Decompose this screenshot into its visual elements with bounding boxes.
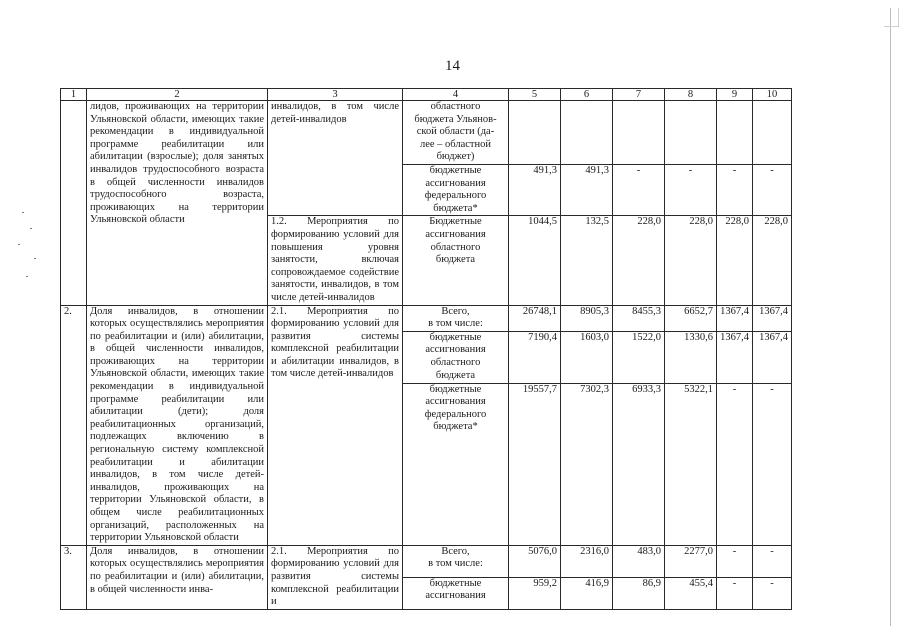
indicator-cell: Доля инвалидов, в отношении которых осуществлялись мероприятия по реабилитации и (или) абилитации, в общей численности инва- xyxy=(87,545,268,609)
scan-speck xyxy=(18,244,20,245)
value-cell: - xyxy=(753,545,792,577)
value-cell: 2316,0 xyxy=(561,545,613,577)
event-cell: 1.2. Мероприятия по формированию условий для повышения уровня занятости, включая сопровождаемое содействие занятости, инвалидов, в том числе детей-инвалидов xyxy=(268,216,403,305)
page-corner-mark xyxy=(884,8,899,27)
column-header: 9 xyxy=(717,89,753,101)
value-cell: 228,0 xyxy=(613,216,665,305)
event-cell: инвалидов, в том числе детей-инвалидов xyxy=(268,101,403,216)
value-cell: 86,9 xyxy=(613,577,665,609)
source-cell: бюджетные ассигнования областного бюджета xyxy=(403,331,509,383)
table-row xyxy=(61,305,792,331)
value-cell: 491,3 xyxy=(509,164,561,215)
value-cell: 1603,0 xyxy=(561,331,613,383)
table-row xyxy=(61,101,792,165)
row-number-cell: 2. xyxy=(61,305,87,545)
value-cell: 483,0 xyxy=(613,545,665,577)
value-cell: 7302,3 xyxy=(561,383,613,545)
value-cell xyxy=(509,101,561,165)
value-cell: 1330,6 xyxy=(665,331,717,383)
column-header: 10 xyxy=(753,89,792,101)
event-cell: 2.1. Мероприятия по формированию условий для развития системы комплексной реабилитации и абилитации инвалидов, в том числе детей-инвалидов xyxy=(268,305,403,545)
column-header: 5 xyxy=(509,89,561,101)
value-cell xyxy=(717,101,753,165)
page-edge-line xyxy=(890,8,891,626)
value-cell: 1367,4 xyxy=(717,331,753,383)
header-row xyxy=(61,89,792,101)
column-header: 3 xyxy=(268,89,403,101)
value-cell xyxy=(753,101,792,165)
column-header: 2 xyxy=(87,89,268,101)
source-cell: бюджетные ассигнования федерального бюджета* xyxy=(403,164,509,215)
indicator-cell: лидов, проживающих на территории Ульяновской области, имеющих такие рекомендации в индивидуальной программе реабилитации или абилитации (взрослые); доля занятых инвалидов трудоспособного возраста в общей численности инвалидов трудоспособного возраста, проживающих на территории Ульяновской области xyxy=(87,101,268,306)
column-header: 1 xyxy=(61,89,87,101)
value-cell: - xyxy=(717,545,753,577)
value-cell: 5322,1 xyxy=(665,383,717,545)
value-cell: 959,2 xyxy=(509,577,561,609)
value-cell: - xyxy=(717,577,753,609)
value-cell: 132,5 xyxy=(561,216,613,305)
value-cell: - xyxy=(717,164,753,215)
value-cell: 2277,0 xyxy=(665,545,717,577)
value-cell: 6652,7 xyxy=(665,305,717,331)
scan-speck xyxy=(22,212,24,213)
value-cell: 1367,4 xyxy=(753,305,792,331)
value-cell xyxy=(561,101,613,165)
value-cell: 1522,0 xyxy=(613,331,665,383)
value-cell: 8905,3 xyxy=(561,305,613,331)
value-cell: 7190,4 xyxy=(509,331,561,383)
value-cell: 1044,5 xyxy=(509,216,561,305)
value-cell: - xyxy=(717,383,753,545)
event-cell: 2.1. Мероприятия по формированию условий для развития системы комплексной реабилитации и xyxy=(268,545,403,609)
source-cell: Бюджетные ассигнования областного бюджета xyxy=(403,216,509,305)
column-header: 4 xyxy=(403,89,509,101)
scan-speck xyxy=(26,276,28,277)
value-cell: - xyxy=(665,164,717,215)
value-cell: 455,4 xyxy=(665,577,717,609)
value-cell: 26748,1 xyxy=(509,305,561,331)
source-cell: бюджетные ассигнования федерального бюджета* xyxy=(403,383,509,545)
value-cell xyxy=(613,101,665,165)
page-number: 14 xyxy=(445,58,460,74)
value-cell: 5076,0 xyxy=(509,545,561,577)
value-cell: - xyxy=(613,164,665,215)
scan-speck xyxy=(30,228,32,229)
column-header: 7 xyxy=(613,89,665,101)
source-cell: бюджетные ассигнования xyxy=(403,577,509,609)
table-row xyxy=(61,545,792,577)
scan-speck xyxy=(34,258,36,259)
row-number-cell xyxy=(61,101,87,306)
row-number-cell: 3. xyxy=(61,545,87,609)
value-cell: 19557,7 xyxy=(509,383,561,545)
value-cell: 1367,4 xyxy=(753,331,792,383)
value-cell xyxy=(665,101,717,165)
budget-table xyxy=(60,88,792,610)
value-cell: 228,0 xyxy=(753,216,792,305)
value-cell: - xyxy=(753,577,792,609)
column-header: 8 xyxy=(665,89,717,101)
value-cell: - xyxy=(753,164,792,215)
column-header: 6 xyxy=(561,89,613,101)
value-cell: 491,3 xyxy=(561,164,613,215)
value-cell: 228,0 xyxy=(665,216,717,305)
source-cell: Всего, в том числе: xyxy=(403,305,509,331)
value-cell: 8455,3 xyxy=(613,305,665,331)
value-cell: 228,0 xyxy=(717,216,753,305)
indicator-cell: Доля инвалидов, в отношении которых осуществлялись мероприятия по реабилитации и (или) абилитации, в общей численности инвалидов, проживающих на территории Ульяновской области, имеющих такие рекомендации в индивидуальной программе реабилитации или абилитации (дети); доля реабилитационных организаций, подлежащих включению в региональную систему комплексной реабилитации и абилитации инвалидов, в том числе детей-инвалидов, проживающих на территории Ульяновской области, в общем числе реабилитационных организаций, расположенных на территории Ульяновской области xyxy=(87,305,268,545)
source-cell: областного бюджета Ульянов- ской области (да- лее – областной бюджет) xyxy=(403,101,509,165)
value-cell: 416,9 xyxy=(561,577,613,609)
value-cell: 1367,4 xyxy=(717,305,753,331)
value-cell: 6933,3 xyxy=(613,383,665,545)
value-cell: - xyxy=(753,383,792,545)
source-cell: Всего, в том числе: xyxy=(403,545,509,577)
